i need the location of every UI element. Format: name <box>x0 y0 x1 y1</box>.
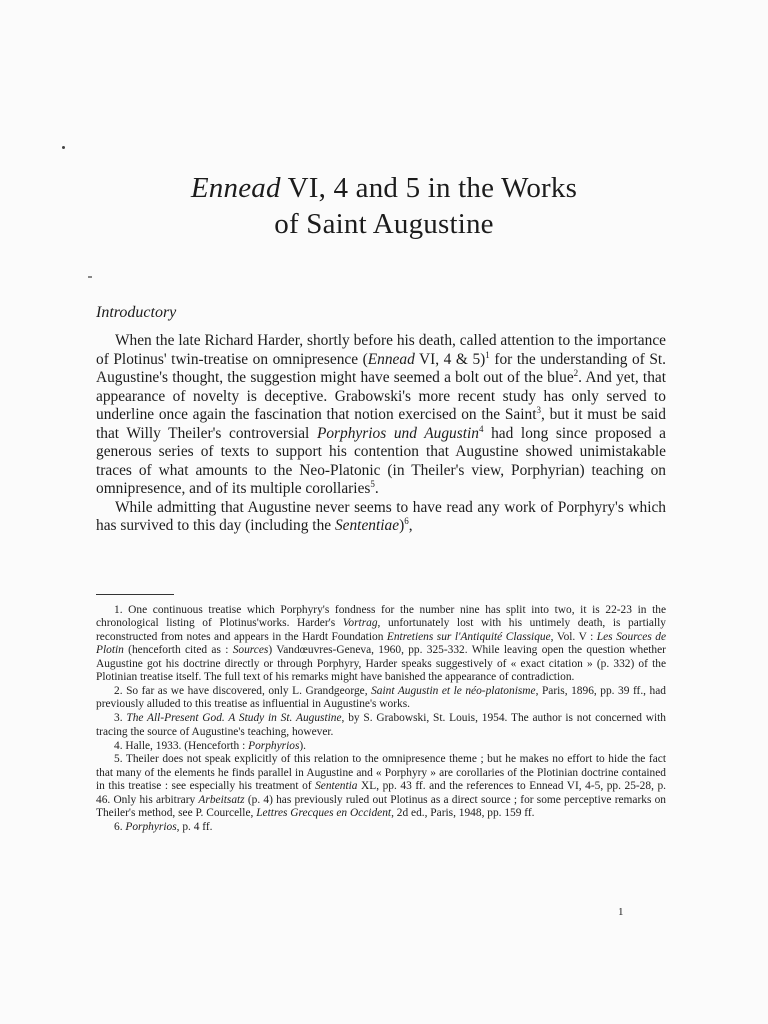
paragraph: When the late Richard Harder, shortly before his death, called attention to the importance of Plotinus' twin-treatise on omnipresence (Ennead VI, 4 & 5)$^1$ for the understanding of St. Augustine's thought, the suggestion might have seemed a bolt out of the blue$^2$. And yet, that appearance of novelty is deceptive. Grabowski's more recent study has only served to underline once again the fascination that notion exercised on the Saint$^3$, but it must be said that Willy Theiler's controversial Porphyrios und Augustin$^4$ had long since proposed a generous series of texts to support his contention that Augustine showed unimistakable traces of what amounts to the Neo-Platonic (in Theiler's view, Porphyrian) teaching on omnipresence, and of its multiple corollaries$^5$. <box>96 332 667 497</box>
footnote-ref[interactable]: 1 <box>485 349 490 360</box>
footnote: 1. One continuous treatise which Porphyry's fondness for the number nine has split into two, it is 22-23 in the chronological listing of Plotinus'works. Harder's Vortrag, unfortunately lost with his untimely death, is partially reconstructed from notes and appears in the Hardt Foundation Entretiens sur l'Antiquité Classique, Vol. V : Les Sources de Plotin (henceforth cited as : Sources) Vandœuvres-Geneva, 1960, pp. 325-332. While leaving open the question whether Augustine got his doctrine directly or through Porphyry, Harder speaks suggestively of « exact citation » (p. 332) of the Plotinian treatise itself. The full text of his remarks might have banished the appearance of contradiction. <box>96 604 667 684</box>
footnote-ref[interactable]: 4 <box>478 423 484 434</box>
footnote-ref[interactable]: 2 <box>573 367 579 378</box>
title-line-2: of Saint Augustine <box>274 208 494 240</box>
paragraph: While admitting that Augustine never seems to have read any work of Porphyry's which has survived to this day (including the Sententiae)$^6$, <box>96 498 666 534</box>
footnote: 4. Halle, 1933. (Henceforth : Porphyrios). <box>114 739 307 752</box>
title-line-1: Ennead VI, 4 and 5 in the Works <box>190 172 578 204</box>
footnote: 5. Theiler does not speak explicitly of this relation to the omnipresence theme ; but he makes no effort to hide the fact that many of the elements he finds parallel in Augustine and « Porphyry » are corollaries of the Plotinian doctrine contained in this treatise : see especially his treatment of Sententia XL, pp. 43 ff. and the references to Ennead VI, 4-5, pp. 25-28, p. 46. Only his arbitrary Arbeitsatz (p. 4) has previously ruled out Plotinus as a direct source ; for some perceptive remarks on Theiler's method, see P. Courcelle, Lettres Grecques en Occident, 2d ed., Paris, 1948, pp. 159 ff. <box>96 753 667 820</box>
footnote-ref[interactable]: 6 <box>404 515 409 526</box>
footnote-ref[interactable]: 3 <box>536 404 542 415</box>
article-title <box>0 170 768 242</box>
footnote-divider <box>96 594 174 595</box>
page-number: 1 <box>618 906 624 918</box>
footnote: 3. The All-Present God. A Study in St. Augustine, by S. Grabowski, St. Louis, 1954. The author is not concerned with tracing the source of Augustine's teaching, however. <box>96 712 667 738</box>
section-heading: Introductory <box>96 304 177 321</box>
print-speck <box>88 276 92 278</box>
print-speck <box>62 146 65 149</box>
footnotes <box>96 604 666 835</box>
footnote-ref[interactable]: 5 <box>370 478 375 489</box>
body-text <box>96 332 666 536</box>
footnote: 2. So far as we have discovered, only L. Grandgeorge, Saint Augustin et le néo-platonisme, Paris, 1896, pp. 39 ff., had previously alluded to this treatise as influential in Augustine's works. <box>96 684 666 711</box>
footnote: 6. Porphyrios, p. 4 ff. <box>114 821 213 833</box>
